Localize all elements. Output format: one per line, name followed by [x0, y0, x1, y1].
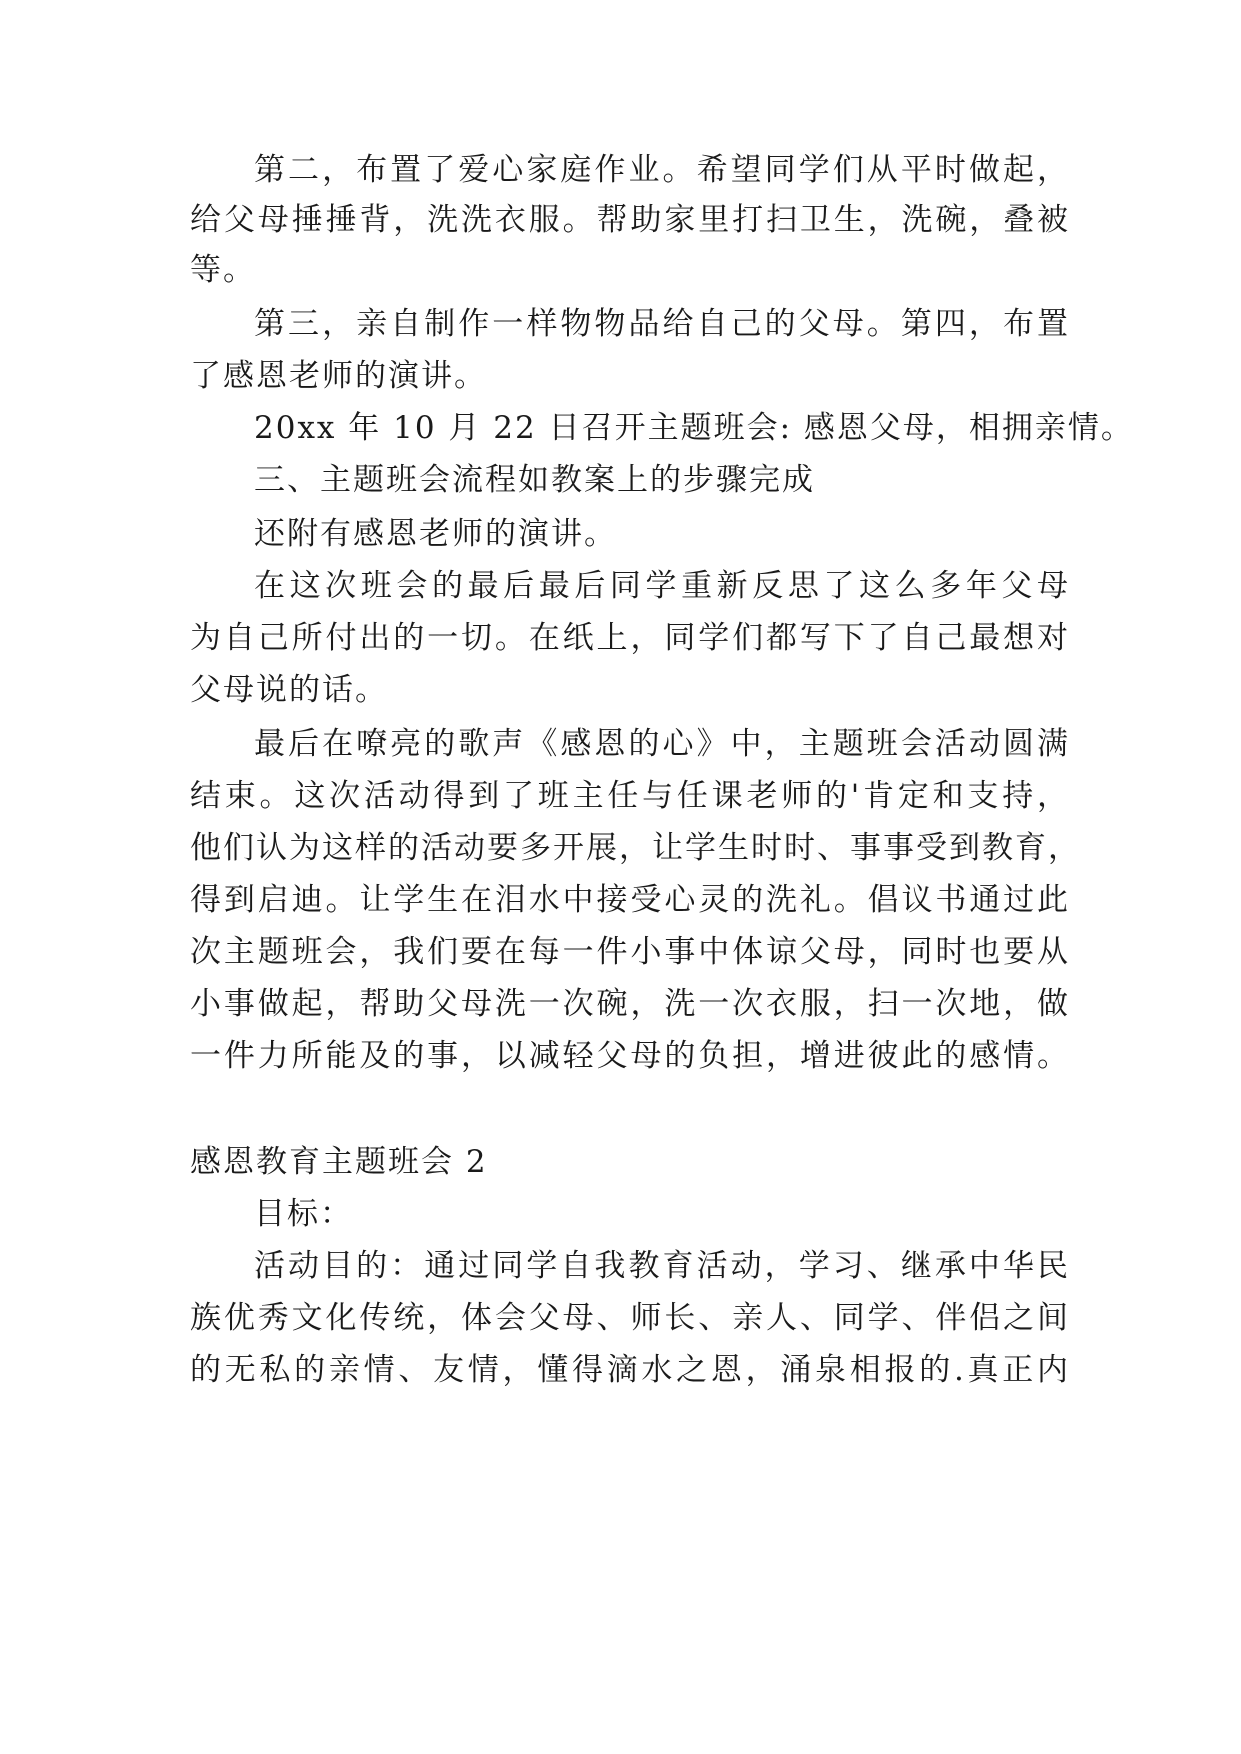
para-reflection-line-3: 父母说的话。 — [190, 672, 388, 708]
para-conclusion-line-4: 得到启迪。让学生在泪水中接受心灵的洗礼。倡议书通过此 — [190, 882, 1070, 918]
para-conclusion-line-3: 他们认为这样的活动要多开展，让学生时时、事事受到教育， — [190, 830, 1081, 866]
para-reflection-line-2: 为自己所付出的一切。在纸上，同学们都写下了自己最想对 — [190, 620, 1070, 656]
section2-title: 感恩教育主题班会 2 — [190, 1144, 488, 1180]
para-second-line-2: 给父母捶捶背，洗洗衣服。帮助家里打扫卫生，洗碗，叠被 — [190, 202, 1070, 238]
para-second-line-1: 第二，布置了爱心家庭作业。希望同学们从平时做起， — [254, 152, 1070, 188]
attached-line: 还附有感恩老师的演讲。 — [254, 516, 617, 552]
meeting-date-line: 20xx 年 10 月 22 日召开主题班会: 感恩父母，相拥亲情。 — [254, 410, 1134, 446]
para-conclusion-line-1: 最后在嘹亮的歌声《感恩的心》中，主题班会活动圆满 — [254, 726, 1070, 762]
para-purpose-line-3: 的无私的亲情、友情，懂得滴水之恩，涌泉相报的.真正内 — [190, 1352, 1070, 1388]
para-conclusion-line-5: 次主题班会，我们要在每一件小事中体谅父母，同时也要从 — [190, 934, 1070, 970]
para-conclusion-line-7: 一件力所能及的事，以减轻父母的负担，增进彼此的感情。 — [190, 1038, 1070, 1074]
process-line: 三、主题班会流程如教案上的步骤完成 — [254, 462, 815, 498]
para-conclusion-line-6: 小事做起，帮助父母洗一次碗，洗一次衣服，扫一次地，做 — [190, 986, 1070, 1022]
para-second-line-3: 等。 — [190, 252, 256, 288]
para-third-line-2: 了感恩老师的演讲。 — [190, 358, 487, 394]
para-purpose-line-1: 活动目的：通过同学自我教育活动，学习、继承中华民 — [254, 1248, 1070, 1284]
para-purpose-line-2: 族优秀文化传统，体会父母、师长、亲人、同学、伴侣之间 — [190, 1300, 1070, 1336]
goal-label: 目标： — [254, 1196, 353, 1232]
para-reflection-line-1: 在这次班会的最后最后同学重新反思了这么多年父母 — [254, 568, 1070, 604]
para-conclusion-line-2: 结束。这次活动得到了班主任与任课老师的'肯定和支持， — [190, 778, 1070, 814]
para-third-line-1: 第三，亲自制作一样物物品给自己的父母。第四，布置 — [254, 306, 1070, 342]
